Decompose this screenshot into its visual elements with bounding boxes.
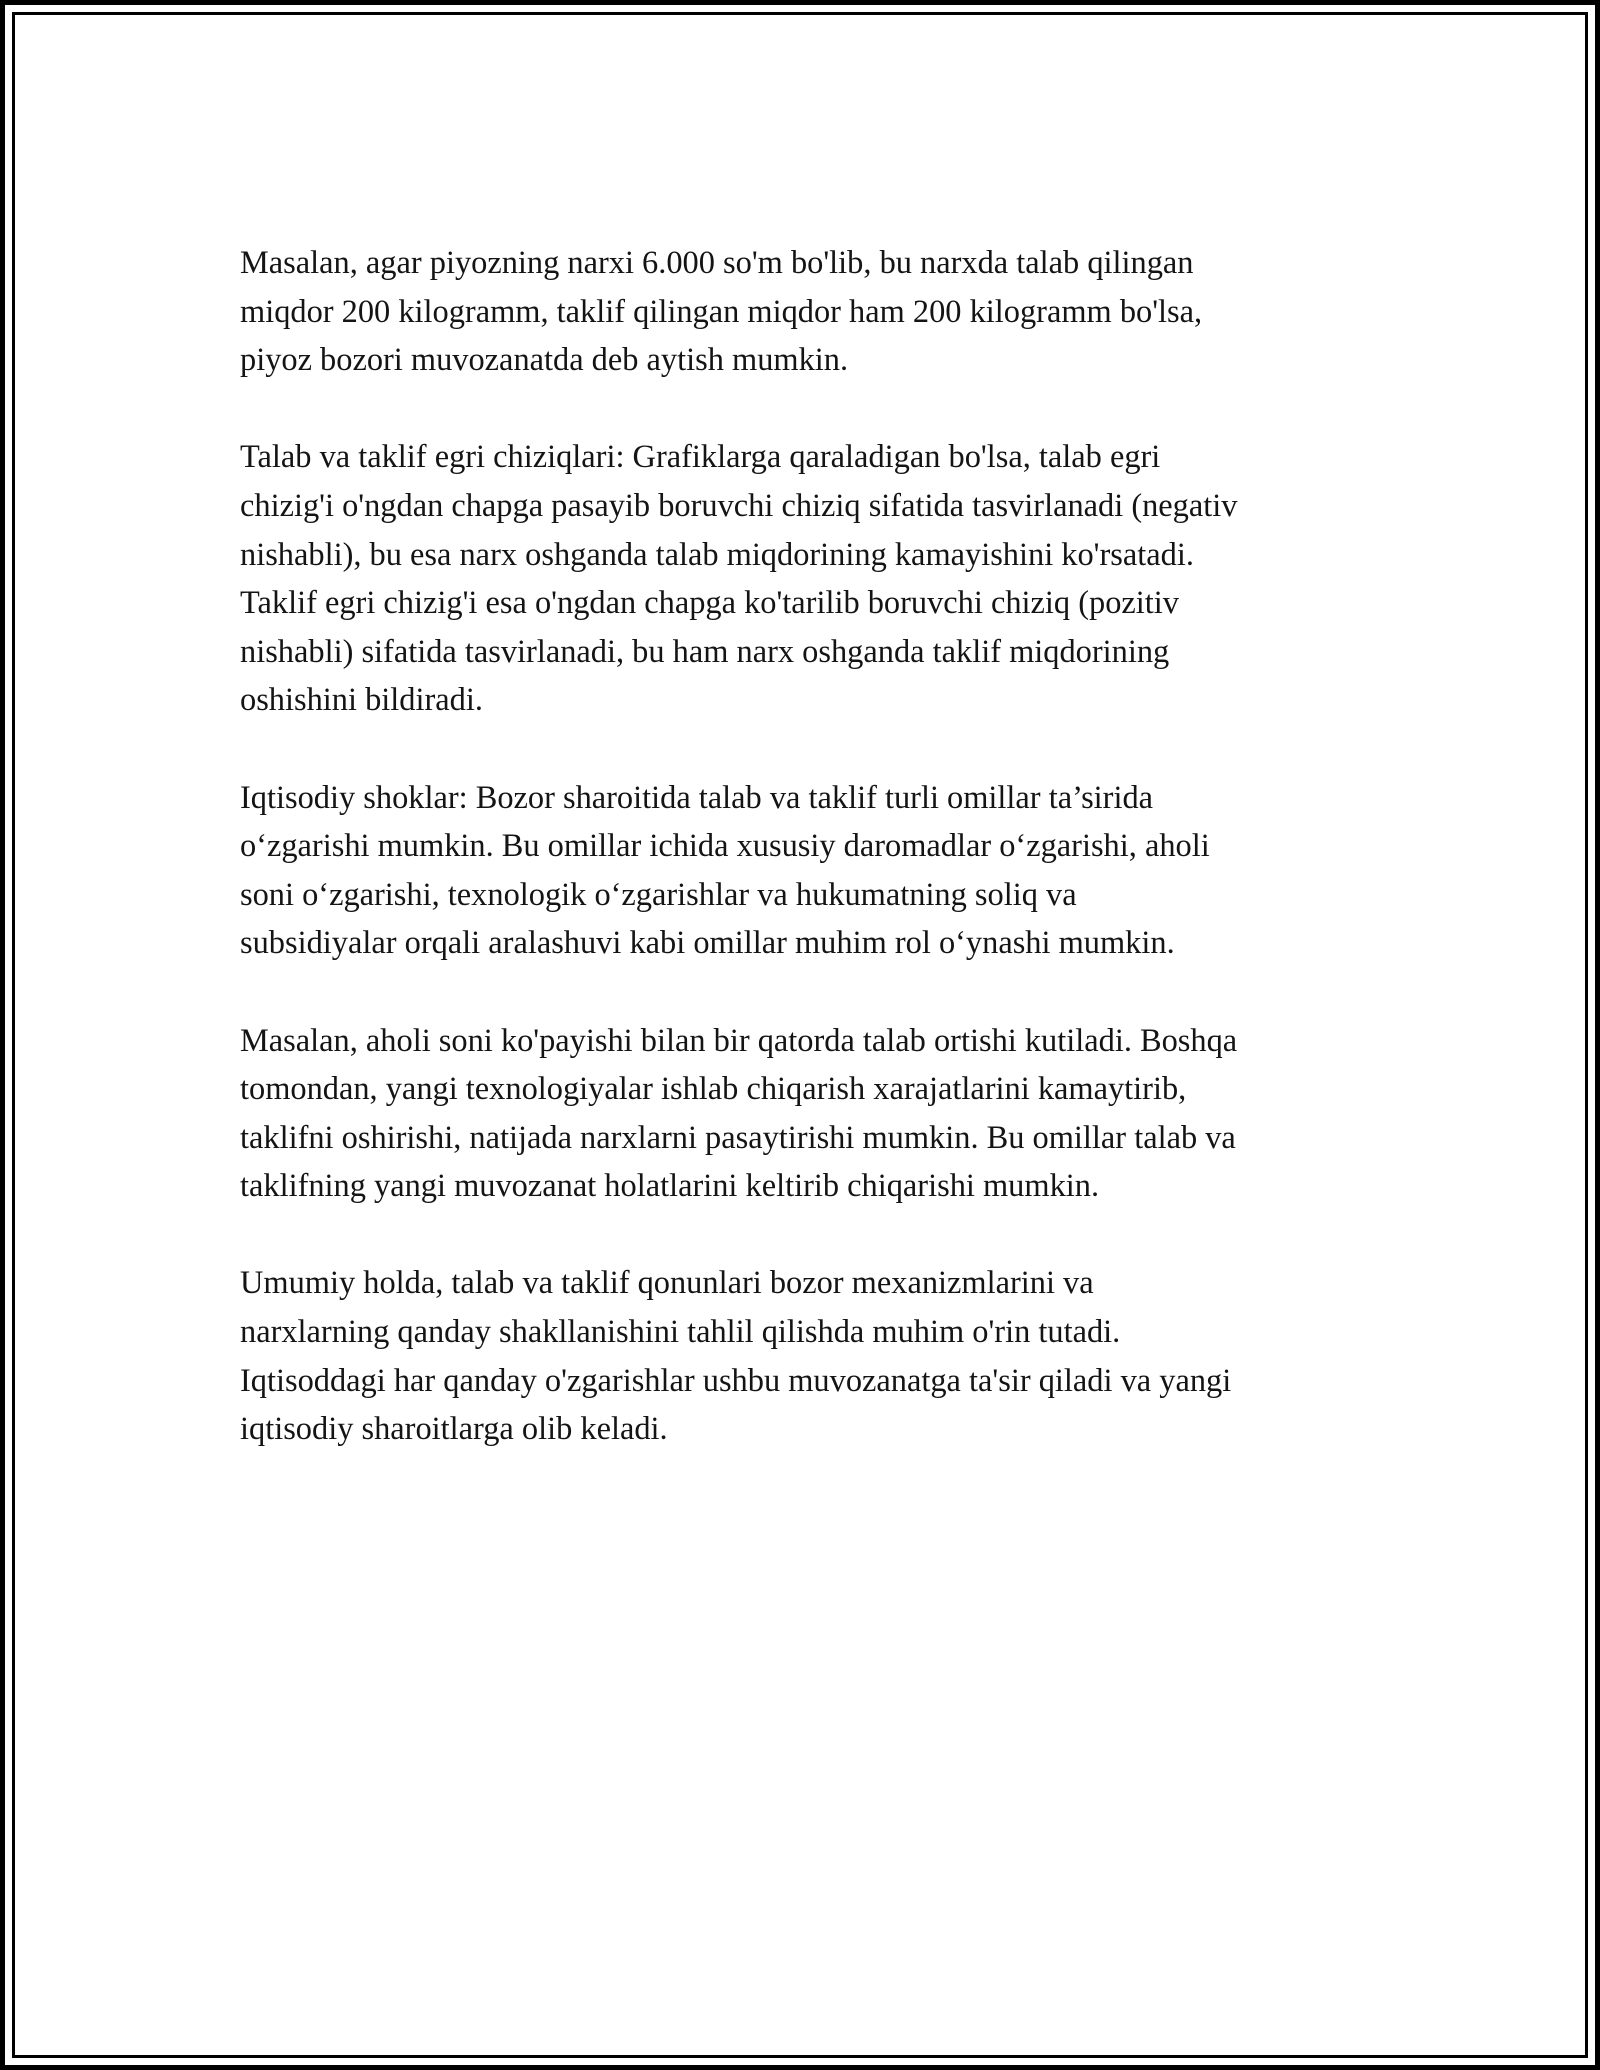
paragraph-line: subsidiyalar orqali aralashuvi kabi omillar muhim rol o‘ynashi mumkin. [240, 925, 1175, 962]
paragraph-line: soni o‘zgarishi, texnologik o‘zgarishlar va hukumatning soliq va [240, 876, 1077, 913]
paragraph-line: oshishini bildiradi. [240, 682, 483, 719]
paragraph-line: Umumiy holda, talab va taklif qonunlari bozor mexanizmlarini va [240, 1265, 1094, 1302]
paragraph-line: taklifning yangi muvozanat holatlarini keltirib chiqarishi mumkin. [240, 1168, 1100, 1205]
paragraph-line: Masalan, agar piyozning narxi 6.000 so'm bo'lib, bu narxda talab qilingan [240, 245, 1194, 281]
paragraph-line: taklifni oshirishi, natijada narxlarni pasaytirishi mumkin. Bu omillar talab va [240, 1119, 1236, 1156]
paragraph-5 [240, 1259, 1375, 1453]
paragraph-line: nishabli) sifatida tasvirlanadi, bu ham narx oshganda taklif miqdorining [240, 633, 1170, 670]
paragraph-3 [240, 774, 1375, 968]
paragraph-4 [240, 1017, 1375, 1211]
paragraph-line: Iqtisoddagi har qanday o'zgarishlar ushbu muvozanatga ta'sir qiladi va yangi [240, 1362, 1232, 1399]
paragraph-2 [240, 433, 1375, 725]
paragraph-line: miqdor 200 kilogramm, taklif qilingan miqdor ham 200 kilogramm bo'lsa, [240, 293, 1203, 330]
paragraph-1 [240, 239, 1375, 385]
paragraph-line: tomondan, yangi texnologiyalar ishlab chiqarish xarajatlarini kamaytirib, [240, 1071, 1187, 1108]
paragraph-line: Talab va taklif egri chiziqlari: Grafiklarga qaraladigan bo'lsa, talab egri [240, 439, 1161, 476]
paragraph-line: chizig'i o'ngdan chapga pasayib boruvchi chiziq sifatida tasvirlanadi (negativ [240, 487, 1238, 524]
paragraph-line: Iqtisodiy shoklar: Bozor sharoitida talab va taklif turli omillar ta’sirida [240, 779, 1154, 816]
document-body [240, 239, 1375, 1502]
paragraph-line: narxlarning qanday shakllanishini tahlil qilishda muhim o'rin tutadi. [240, 1314, 1121, 1351]
paragraph-line: Taklif egri chizig'i esa o'ngdan chapga ko'tarilib boruvchi chiziq (pozitiv [240, 585, 1179, 622]
paragraph-line: iqtisodiy sharoitlarga olib keladi. [240, 1411, 668, 1448]
paragraph-line: piyoz bozori muvozanatda deb aytish mumkin. [240, 342, 849, 379]
paragraph-line: Masalan, aholi soni ko'payishi bilan bir qatorda talab ortishi kutiladi. Boshqa [240, 1022, 1238, 1059]
paragraph-line: nishabli), bu esa narx oshganda talab miqdorining kamayishini ko'rsatadi. [240, 536, 1194, 573]
paragraph-line: o‘zgarishi mumkin. Bu omillar ichida xususiy daromadlar o‘zgarishi, aholi [240, 828, 1210, 865]
